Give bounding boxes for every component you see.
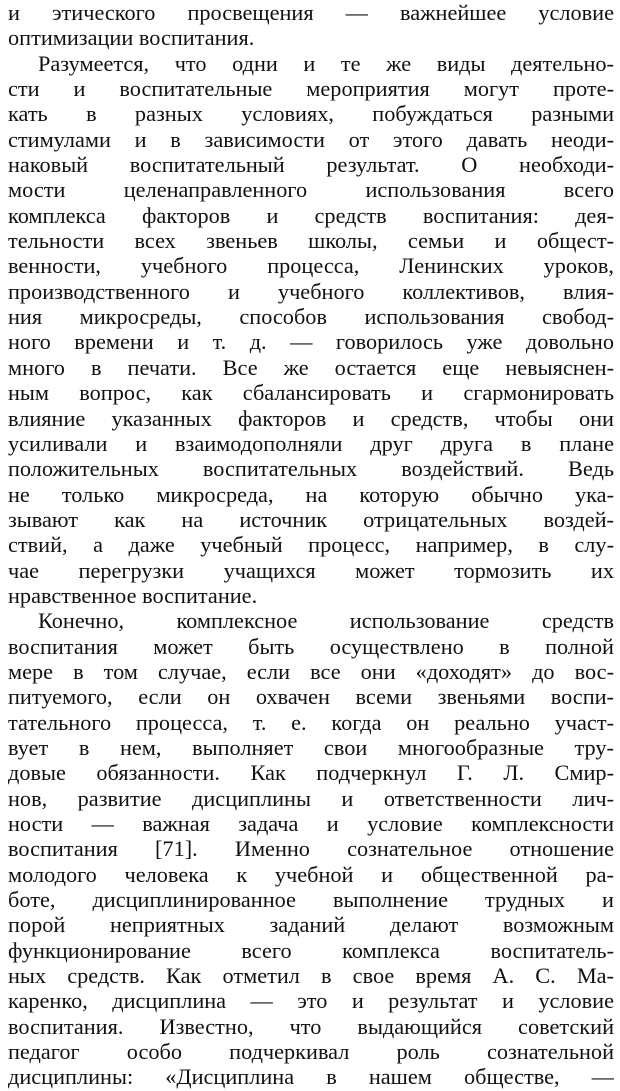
text-line: боте, дисциплинированное выполнение трудных и xyxy=(8,887,614,913)
text-line: ния микросреды, способов использования свобод- xyxy=(8,304,614,330)
text-line: тательного процесса, т. е. когда он реально участ- xyxy=(8,709,614,735)
text-line: чае перегрузки учащихся может тормозить их xyxy=(8,557,614,583)
text-line: комплекса факторов и средств воспитания: дея- xyxy=(8,202,614,228)
paragraph xyxy=(8,51,614,609)
text-line: сти и воспитательные мероприятия могут проте- xyxy=(8,76,614,102)
text-line: ного времени и т. д. — говорилось уже довольно xyxy=(8,329,614,355)
text-line: мере в том случае, если все они «доходят» до вос- xyxy=(8,658,614,684)
text-line: производственного и учебного коллективов, влия- xyxy=(8,278,614,304)
text-line: не только микросреда, на которую обычно ука- xyxy=(8,481,614,507)
text-line: много в печати. Все же остается еще невыяснен- xyxy=(8,354,614,380)
text-line: довые обязанности. Как подчеркнул Г. Л. Смир- xyxy=(8,760,614,786)
text-line: тельности всех звеньев школы, семьи и общест- xyxy=(8,228,614,254)
text-line: Разумеется, что одни и те же виды деятельно- xyxy=(38,50,614,76)
book-page xyxy=(8,0,614,1090)
text-line: стимулами и в зависимости от этого давать неоди- xyxy=(8,126,614,152)
text-line: наковый воспитательный результат. О необходи- xyxy=(8,152,614,178)
text-line: ствий, а даже учебный процесс, например, в слу- xyxy=(8,532,614,558)
text-line: ных средств. Как отметил в свое время А. С. Ма- xyxy=(8,963,614,989)
text-line: воспитания может быть осуществлено в полной xyxy=(8,633,614,659)
text-line: влияние указанных факторов и средств, чтобы они xyxy=(8,405,614,431)
text-line: нов, развитие дисциплины и ответственности лич- xyxy=(8,785,614,811)
paragraph xyxy=(8,0,614,51)
text-line: ным вопрос, как сбалансировать и сгармонировать xyxy=(8,380,614,406)
text-line: мости целенаправленного использования всего xyxy=(8,177,614,203)
text-line: ности — важная задача и условие комплексности xyxy=(8,811,614,836)
text-line: порой неприятных заданий делают возможным xyxy=(8,912,614,938)
text-line: молодого человека к учебной и общественной ра- xyxy=(8,861,614,887)
text-line: и этического просвещения — важнейшее условие xyxy=(8,0,614,25)
text-line: дисциплины: «Дисциплина в нашем обществе, — xyxy=(8,1064,614,1090)
text-line: воспитания. Известно, что выдающийся советский xyxy=(8,1013,614,1039)
text-line: Конечно, комплексное использование средств xyxy=(38,608,614,634)
text-line: питуемого, если он охвачен всеми звеньями воспи- xyxy=(8,684,614,710)
text-line: оптимизации воспитания. xyxy=(8,25,255,51)
text-line: усиливали и взаимодополняли друг друга в плане xyxy=(8,430,614,456)
text-line: функционирование всего комплекса воспитатель- xyxy=(8,937,614,963)
text-line: каренко, дисциплина — это и результат и условие xyxy=(8,988,614,1014)
text-line: венности, учебного процесса, Ленинских уроков, xyxy=(8,253,614,279)
text-line: кать в разных условиях, побуждаться разными xyxy=(8,101,614,127)
text-line: нравственное воспитание. xyxy=(8,582,258,608)
paragraph xyxy=(8,608,614,1090)
text-line: положительных воспитательных воздействий. Ведь xyxy=(8,456,614,482)
text-line: зывают как на источник отрицательных воздей- xyxy=(8,506,614,532)
text-line: вует в нем, выполняет свои многообразные тру- xyxy=(8,734,614,760)
text-line: воспитания [71]. Именно сознательное отношение xyxy=(8,836,614,862)
text-line: педагог особо подчеркивал роль сознательной xyxy=(8,1039,614,1065)
